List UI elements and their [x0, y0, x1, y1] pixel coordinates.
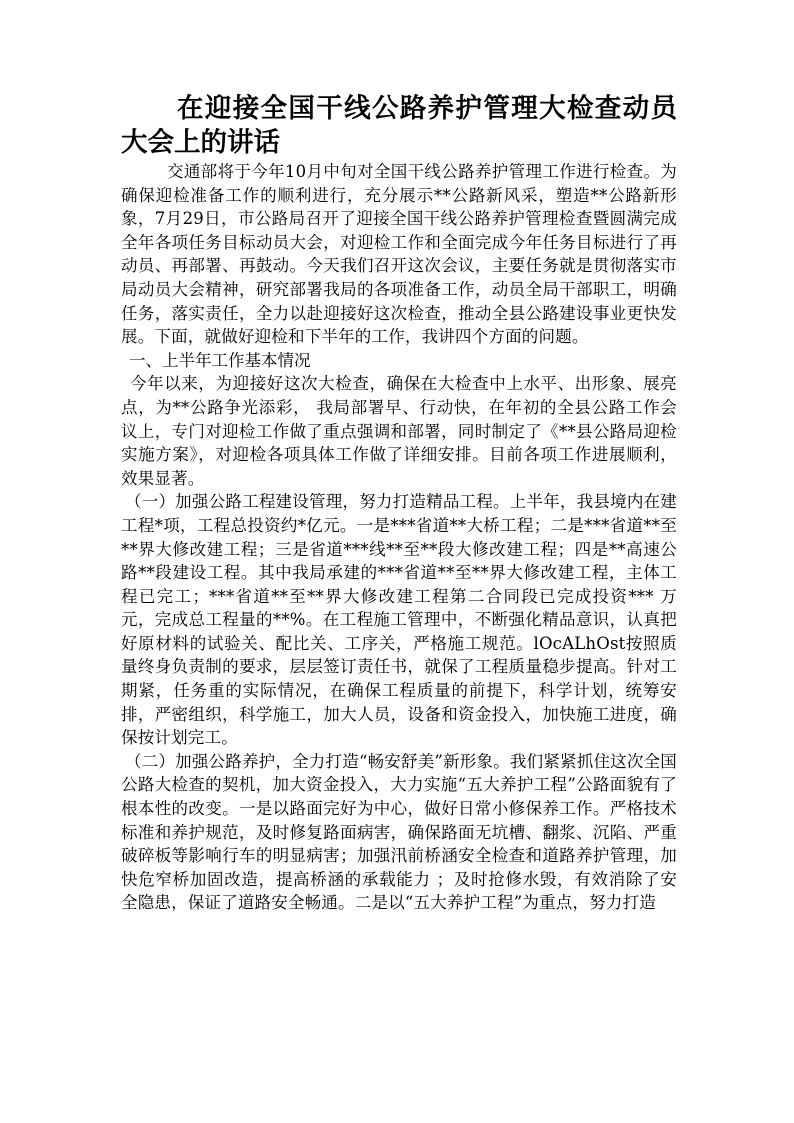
section-heading-1: 一、上半年工作基本情况	[129, 350, 311, 370]
paragraph-construction: （一）加强公路工程建设管理，努力打造精品工程。上半年，我县境内在建工程*项，工程总投资约*亿元。一是***省道**大桥工程；二是***省道**至**界大修改建工程；三是省道***线**至**段大修改建工程；四是**高速公路**段建设工程。其中我局承建的***省道**至**界大修改建工程，主体工程已完工；***省道**至**界大修改建工程第二合同段已完成投资*** 万元，完成总工程量的**%。在工程施工管理中，不断强化精品意识，认真把好原材料的试验关、配比关、工序关，严格施工规范。lOcALhOst按照质量终身负责制的要求，层层签订责任书，就保了工程质量稳步提高。针对工期紧，任务重的实际情况，在确保工程质量的前提下，科学计划，统筹安排，严密组织，科学施工，加大人员，设备和资金投入，加快施工进度，确保按计划完工。	[121, 492, 677, 748]
paragraph-overview: 今年以来，为迎接好这次大检查，确保在大检查中上水平、出形象、展亮点，为**公路争光添彩， 我局部署早、行动快，在年初的全县公路工作会议上，专门对迎检工作做了重点强调和部署，同时制定了《**县公路局迎检实施方案》，对迎检各项具体工作做了详细安排。目前各项工作进展顺利，效果显著。	[121, 374, 677, 488]
document-body	[121, 92, 677, 915]
document-title: 在迎接全国干线公路养护管理大检查动员大会上的讲话	[121, 93, 677, 158]
paragraph-maintenance: （二）加强公路养护，全力打造“畅安舒美”新形象。我们紧紧抓住这次全国公路大检查的契机，加大资金投入，大力实施“五大养护工程”公路面貌有了根本性的改变。一是以路面完好为中心，做好日常小修保养工作。严格技术标准和养护规范，及时修复路面病害，确保路面无坑槽、翻浆、沉陷、严重破碎板等影响行车的明显病害；加强汛前桥涵安全检查和道路养护管理，加快危窄桥加固改造，提高桥涵的承载能力 ；及时抢修水毁，有效消除了安全隐患，保证了道路安全畅通。二是以“五大养护工程”为重点，努力打造	[121, 751, 677, 913]
paragraph-intro: 交通部将于今年10月中旬对全国干线公路养护管理工作进行检查。为确保迎检准备工作的顺利进行，充分展示**公路新风采，塑造**公路新形象，7月29日，市公路局召开了迎接全国干线公路养护管理检查暨圆满完成全年各项任务目标动员大会，对迎检工作和全面完成今年任务目标进行了再动员、再部署、再鼓动。今天我们召开这次会议，主要任务就是贯彻落实市局动员大会精神，研究部署我局的各项准备工作，动员全局干部职工，明确任务，落实责任，全力以赴迎接好这次检查，推动全县公路建设事业更快发展。下面，就做好迎检和下半年的工作，我讲四个方面的问题。	[121, 162, 677, 347]
